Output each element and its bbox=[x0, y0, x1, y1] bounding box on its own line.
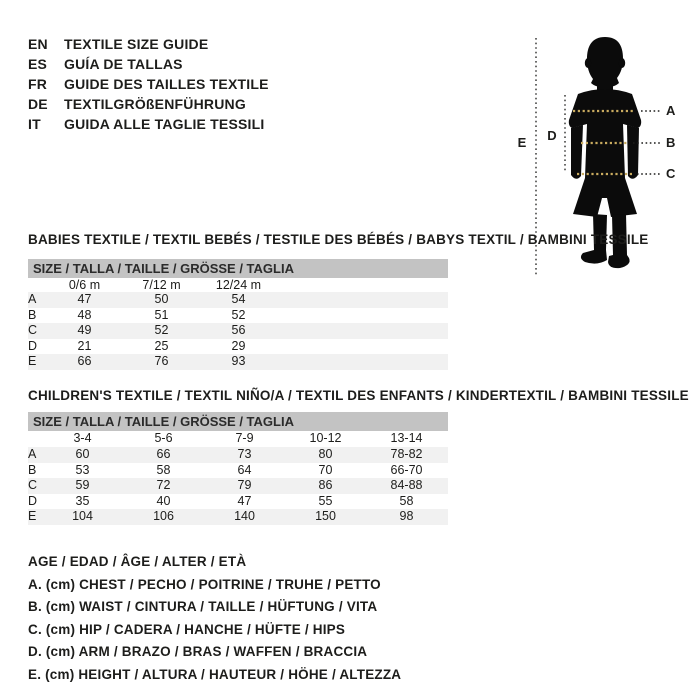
language-code: DE bbox=[28, 96, 48, 112]
table-cell: 73 bbox=[237, 447, 252, 461]
table-cell: 104 bbox=[72, 509, 93, 523]
children-table-body bbox=[28, 447, 448, 525]
row-label: A bbox=[28, 447, 37, 461]
spacer bbox=[277, 323, 448, 339]
table-cell: 76 bbox=[154, 354, 169, 368]
row-label: B bbox=[28, 462, 37, 477]
column-header: 7/12 m bbox=[142, 278, 181, 292]
spacer bbox=[447, 463, 448, 479]
column-header: 0/6 m bbox=[68, 278, 101, 292]
table-cell: 47 bbox=[237, 493, 252, 508]
language-code: IT bbox=[28, 116, 41, 132]
spacer bbox=[277, 354, 448, 370]
table-cell: 66-70 bbox=[390, 462, 423, 477]
table-cell: 55 bbox=[318, 493, 333, 508]
legend-hip-line: C. (cm) HIP / CADERA / HANCHE / HÜFTE / HIPS bbox=[28, 621, 346, 637]
table-cell: 84-88 bbox=[390, 478, 423, 492]
children-column-headers bbox=[28, 431, 448, 447]
row-label: D bbox=[28, 338, 38, 353]
table-cell: 56 bbox=[231, 323, 246, 337]
spacer bbox=[447, 447, 448, 463]
language-row-de bbox=[28, 94, 269, 114]
legend-chest-line: A. (cm) CHEST / PECHO / POITRINE / TRUHE / PETTO bbox=[28, 576, 381, 592]
table-cell: 21 bbox=[77, 338, 92, 353]
table-row bbox=[28, 339, 448, 355]
language-list bbox=[28, 34, 269, 134]
table-cell: 58 bbox=[156, 462, 171, 477]
legend-age-line: AGE / EDAD / ÂGE / ALTER / ETÀ bbox=[28, 554, 247, 569]
table-cell: 50 bbox=[154, 292, 169, 306]
measure-label-b: B bbox=[666, 135, 676, 150]
language-code: FR bbox=[28, 76, 48, 92]
measurement-legend bbox=[28, 551, 401, 686]
table-cell: 40 bbox=[156, 493, 171, 508]
column-header: 12/24 m bbox=[215, 278, 262, 292]
language-code: EN bbox=[28, 36, 48, 52]
language-title: TEXTILE SIZE GUIDE bbox=[64, 36, 209, 52]
column-header: 13-14 bbox=[390, 431, 423, 445]
legend-height-line: E. (cm) HEIGHT / ALTURA / HAUTEUR / HÖHE / ALTEZZA bbox=[28, 666, 402, 682]
column-header: 5-6 bbox=[154, 431, 173, 445]
table-row bbox=[28, 478, 448, 494]
table-cell: 70 bbox=[318, 462, 333, 477]
language-row-en bbox=[28, 34, 269, 54]
column-header: 3-4 bbox=[73, 431, 92, 445]
table-cell: 79 bbox=[237, 478, 252, 492]
row-label: D bbox=[28, 493, 38, 508]
language-title: GUIDE DES TAILLES TEXTILE bbox=[64, 76, 269, 92]
table-row bbox=[28, 463, 448, 479]
table-cell: 140 bbox=[234, 509, 255, 523]
row-label: B bbox=[28, 307, 37, 322]
table-cell: 35 bbox=[75, 493, 90, 508]
table-cell: 80 bbox=[318, 447, 333, 461]
table-cell: 51 bbox=[154, 307, 169, 322]
measure-label-a: A bbox=[666, 103, 676, 118]
table-cell: 52 bbox=[231, 307, 246, 322]
table-row bbox=[28, 323, 448, 339]
table-row bbox=[28, 509, 448, 525]
spacer bbox=[277, 339, 448, 355]
table-row bbox=[28, 292, 448, 308]
table-cell: 52 bbox=[154, 323, 169, 337]
table-row bbox=[28, 308, 448, 324]
table-cell: 59 bbox=[75, 478, 90, 492]
babies-table-body bbox=[28, 292, 448, 370]
table-cell: 48 bbox=[77, 307, 92, 322]
table-cell: 150 bbox=[315, 509, 336, 523]
spacer bbox=[447, 509, 448, 525]
measure-label-c: C bbox=[666, 166, 676, 181]
language-row-es bbox=[28, 54, 269, 74]
table-cell: 58 bbox=[399, 493, 414, 508]
measure-label-e: E bbox=[517, 135, 527, 150]
spacer bbox=[277, 292, 448, 308]
table-cell: 54 bbox=[231, 292, 246, 306]
table-cell: 60 bbox=[75, 447, 90, 461]
language-title: GUIDA ALLE TAGLIE TESSILI bbox=[64, 116, 265, 132]
row-label: E bbox=[28, 509, 37, 523]
table-cell: 72 bbox=[156, 478, 171, 492]
table-cell: 47 bbox=[77, 292, 92, 306]
table-row bbox=[28, 447, 448, 463]
column-header: 10-12 bbox=[309, 431, 342, 445]
column-header: 7-9 bbox=[235, 431, 254, 445]
table-cell: 86 bbox=[318, 478, 333, 492]
table-cell: 64 bbox=[237, 462, 252, 477]
language-code: ES bbox=[28, 56, 48, 72]
row-label: C bbox=[28, 478, 38, 492]
language-title: GUÍA DE TALLAS bbox=[64, 56, 183, 72]
table-cell: 106 bbox=[153, 509, 174, 523]
table-cell: 66 bbox=[156, 447, 171, 461]
spacer bbox=[28, 431, 42, 447]
children-table-size-header: SIZE / TALLA / TAILLE / GRÖSSE / TAGLIA bbox=[28, 412, 448, 431]
table-cell: 66 bbox=[77, 354, 92, 368]
table-cell: 25 bbox=[154, 338, 169, 353]
children-section-title: CHILDREN'S TEXTILE / TEXTIL NIÑO/A / TEXTIL DES ENFANTS / KINDERTEXTIL / BAMBINI TESSILE bbox=[28, 388, 689, 403]
spacer bbox=[447, 478, 448, 494]
babies-section-title: BABIES TEXTILE / TEXTIL BEBÉS / TESTILE DES BÉBÉS / BABYS TEXTIL / BAMBINI TESSILE bbox=[28, 232, 649, 247]
table-cell: 49 bbox=[77, 323, 92, 337]
row-label: A bbox=[28, 292, 37, 306]
table-cell: 78-82 bbox=[390, 447, 423, 461]
spacer bbox=[447, 494, 448, 510]
table-row bbox=[28, 354, 448, 370]
language-row-fr bbox=[28, 74, 269, 94]
table-cell: 29 bbox=[231, 338, 246, 353]
legend-waist-line: B. (cm) WAIST / CINTURA / TAILLE / HÜFTUNG / VITA bbox=[28, 599, 378, 614]
table-cell: 98 bbox=[399, 509, 414, 523]
table-row bbox=[28, 494, 448, 510]
babies-table-size-header: SIZE / TALLA / TAILLE / GRÖSSE / TAGLIA bbox=[28, 259, 448, 278]
legend-arm-line: D. (cm) ARM / BRAZO / BRAS / WAFFEN / BRACCIA bbox=[28, 644, 368, 659]
spacer bbox=[277, 308, 448, 324]
language-row-it bbox=[28, 114, 269, 134]
row-label: C bbox=[28, 323, 38, 337]
table-cell: 93 bbox=[231, 354, 246, 368]
row-label: E bbox=[28, 354, 37, 368]
spacer bbox=[447, 431, 448, 447]
language-title: TEXTILGRÖßENFÜHRUNG bbox=[64, 96, 246, 112]
measure-label-d: D bbox=[547, 128, 557, 143]
table-cell: 53 bbox=[75, 462, 90, 477]
